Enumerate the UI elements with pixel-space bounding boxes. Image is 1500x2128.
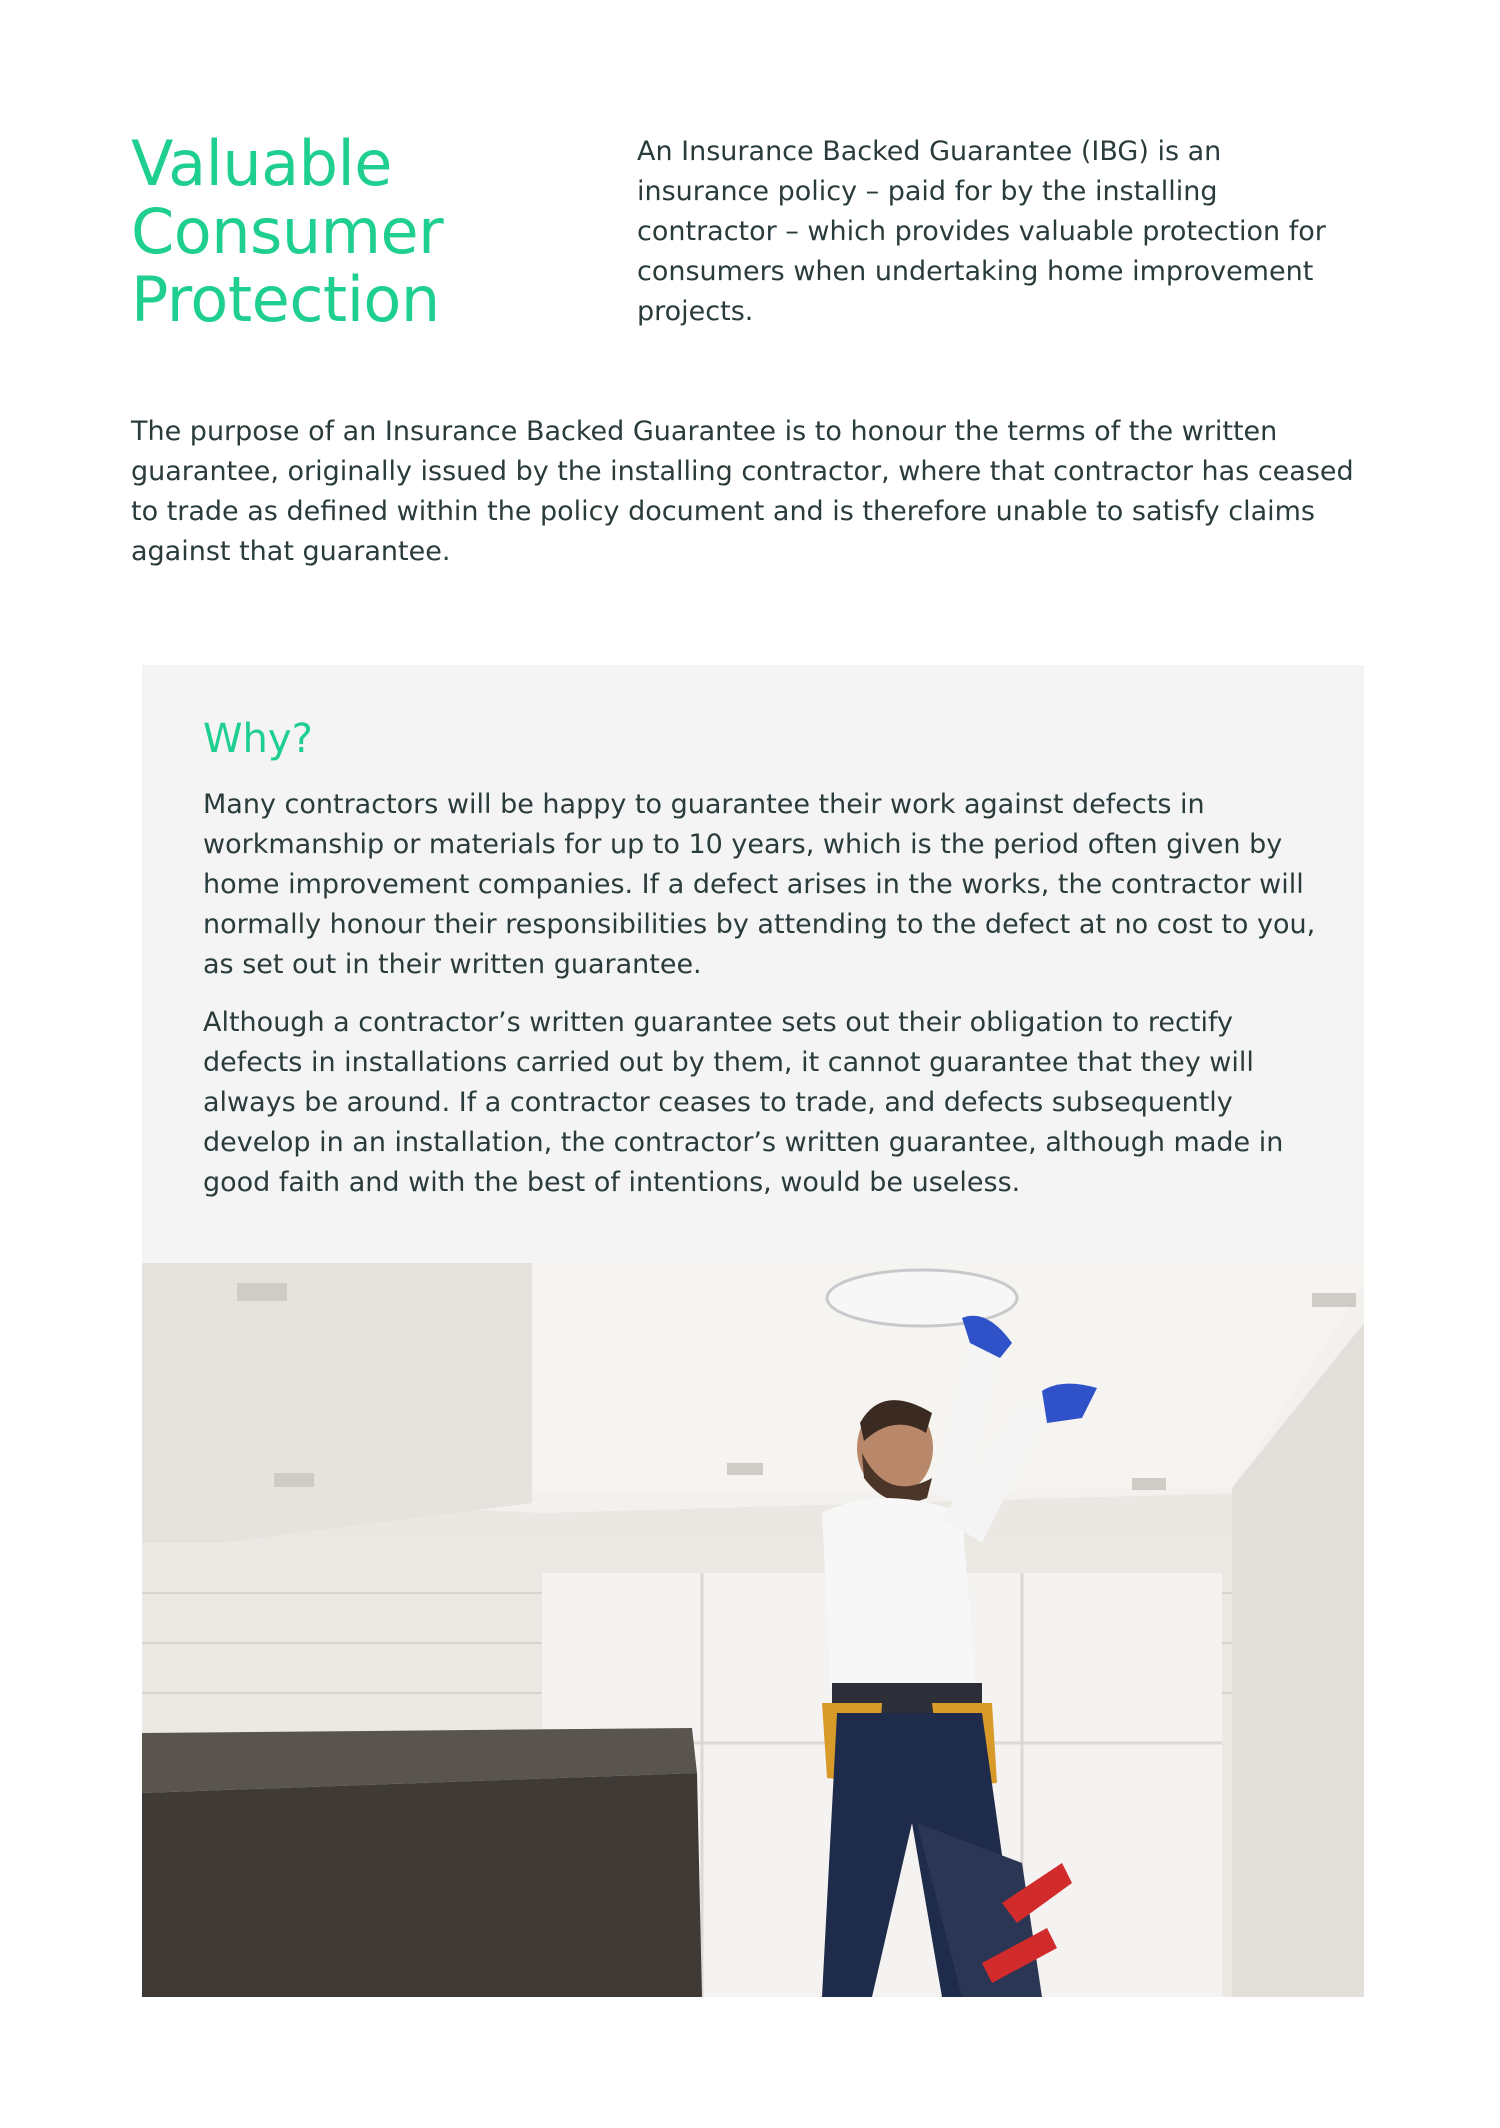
why-panel — [142, 665, 1364, 1263]
title-line-3: Protection — [131, 263, 440, 336]
title-line-1: Valuable — [131, 127, 392, 200]
why-paragraph-1: Many contractors will be happy to guarantee their work against defects in workmanship or materials for up to 10 years, which is the period often given by home improvement companies. If a defect arises in the works, the contractor will normally honour their responsibilities by attending to the defect at no cost to you, as set out in their written guarantee. — [203, 789, 1316, 980]
electrician-photo — [142, 1263, 1364, 1997]
page-title — [131, 127, 531, 336]
why-heading: Why? — [203, 716, 313, 762]
why-paragraph-2: Although a contractor’s written guarantee sets out their obligation to rectify defects in installations carried out by them, it cannot guarantee that they will always be around. If a contractor ceases to trade, and defects subsequently develop in an installation, the contractor’s written guarantee, although made in good faith and with the best of intentions, would be useless. — [203, 1007, 1284, 1198]
intro-paragraph: An Insurance Backed Guarantee (IBG) is an insurance policy – paid for by the installing contractor – which provides valuable protection for consumers when undertaking home improvement projects. — [637, 136, 1326, 327]
purpose-paragraph: The purpose of an Insurance Backed Guarantee is to honour the terms of the written guarantee, originally issued by the installing contractor, where that contractor has ceased to trade as defined within the policy document and is therefore unable to satisfy claims against that guarantee. — [131, 416, 1354, 567]
title-line-2: Consumer — [131, 195, 444, 268]
